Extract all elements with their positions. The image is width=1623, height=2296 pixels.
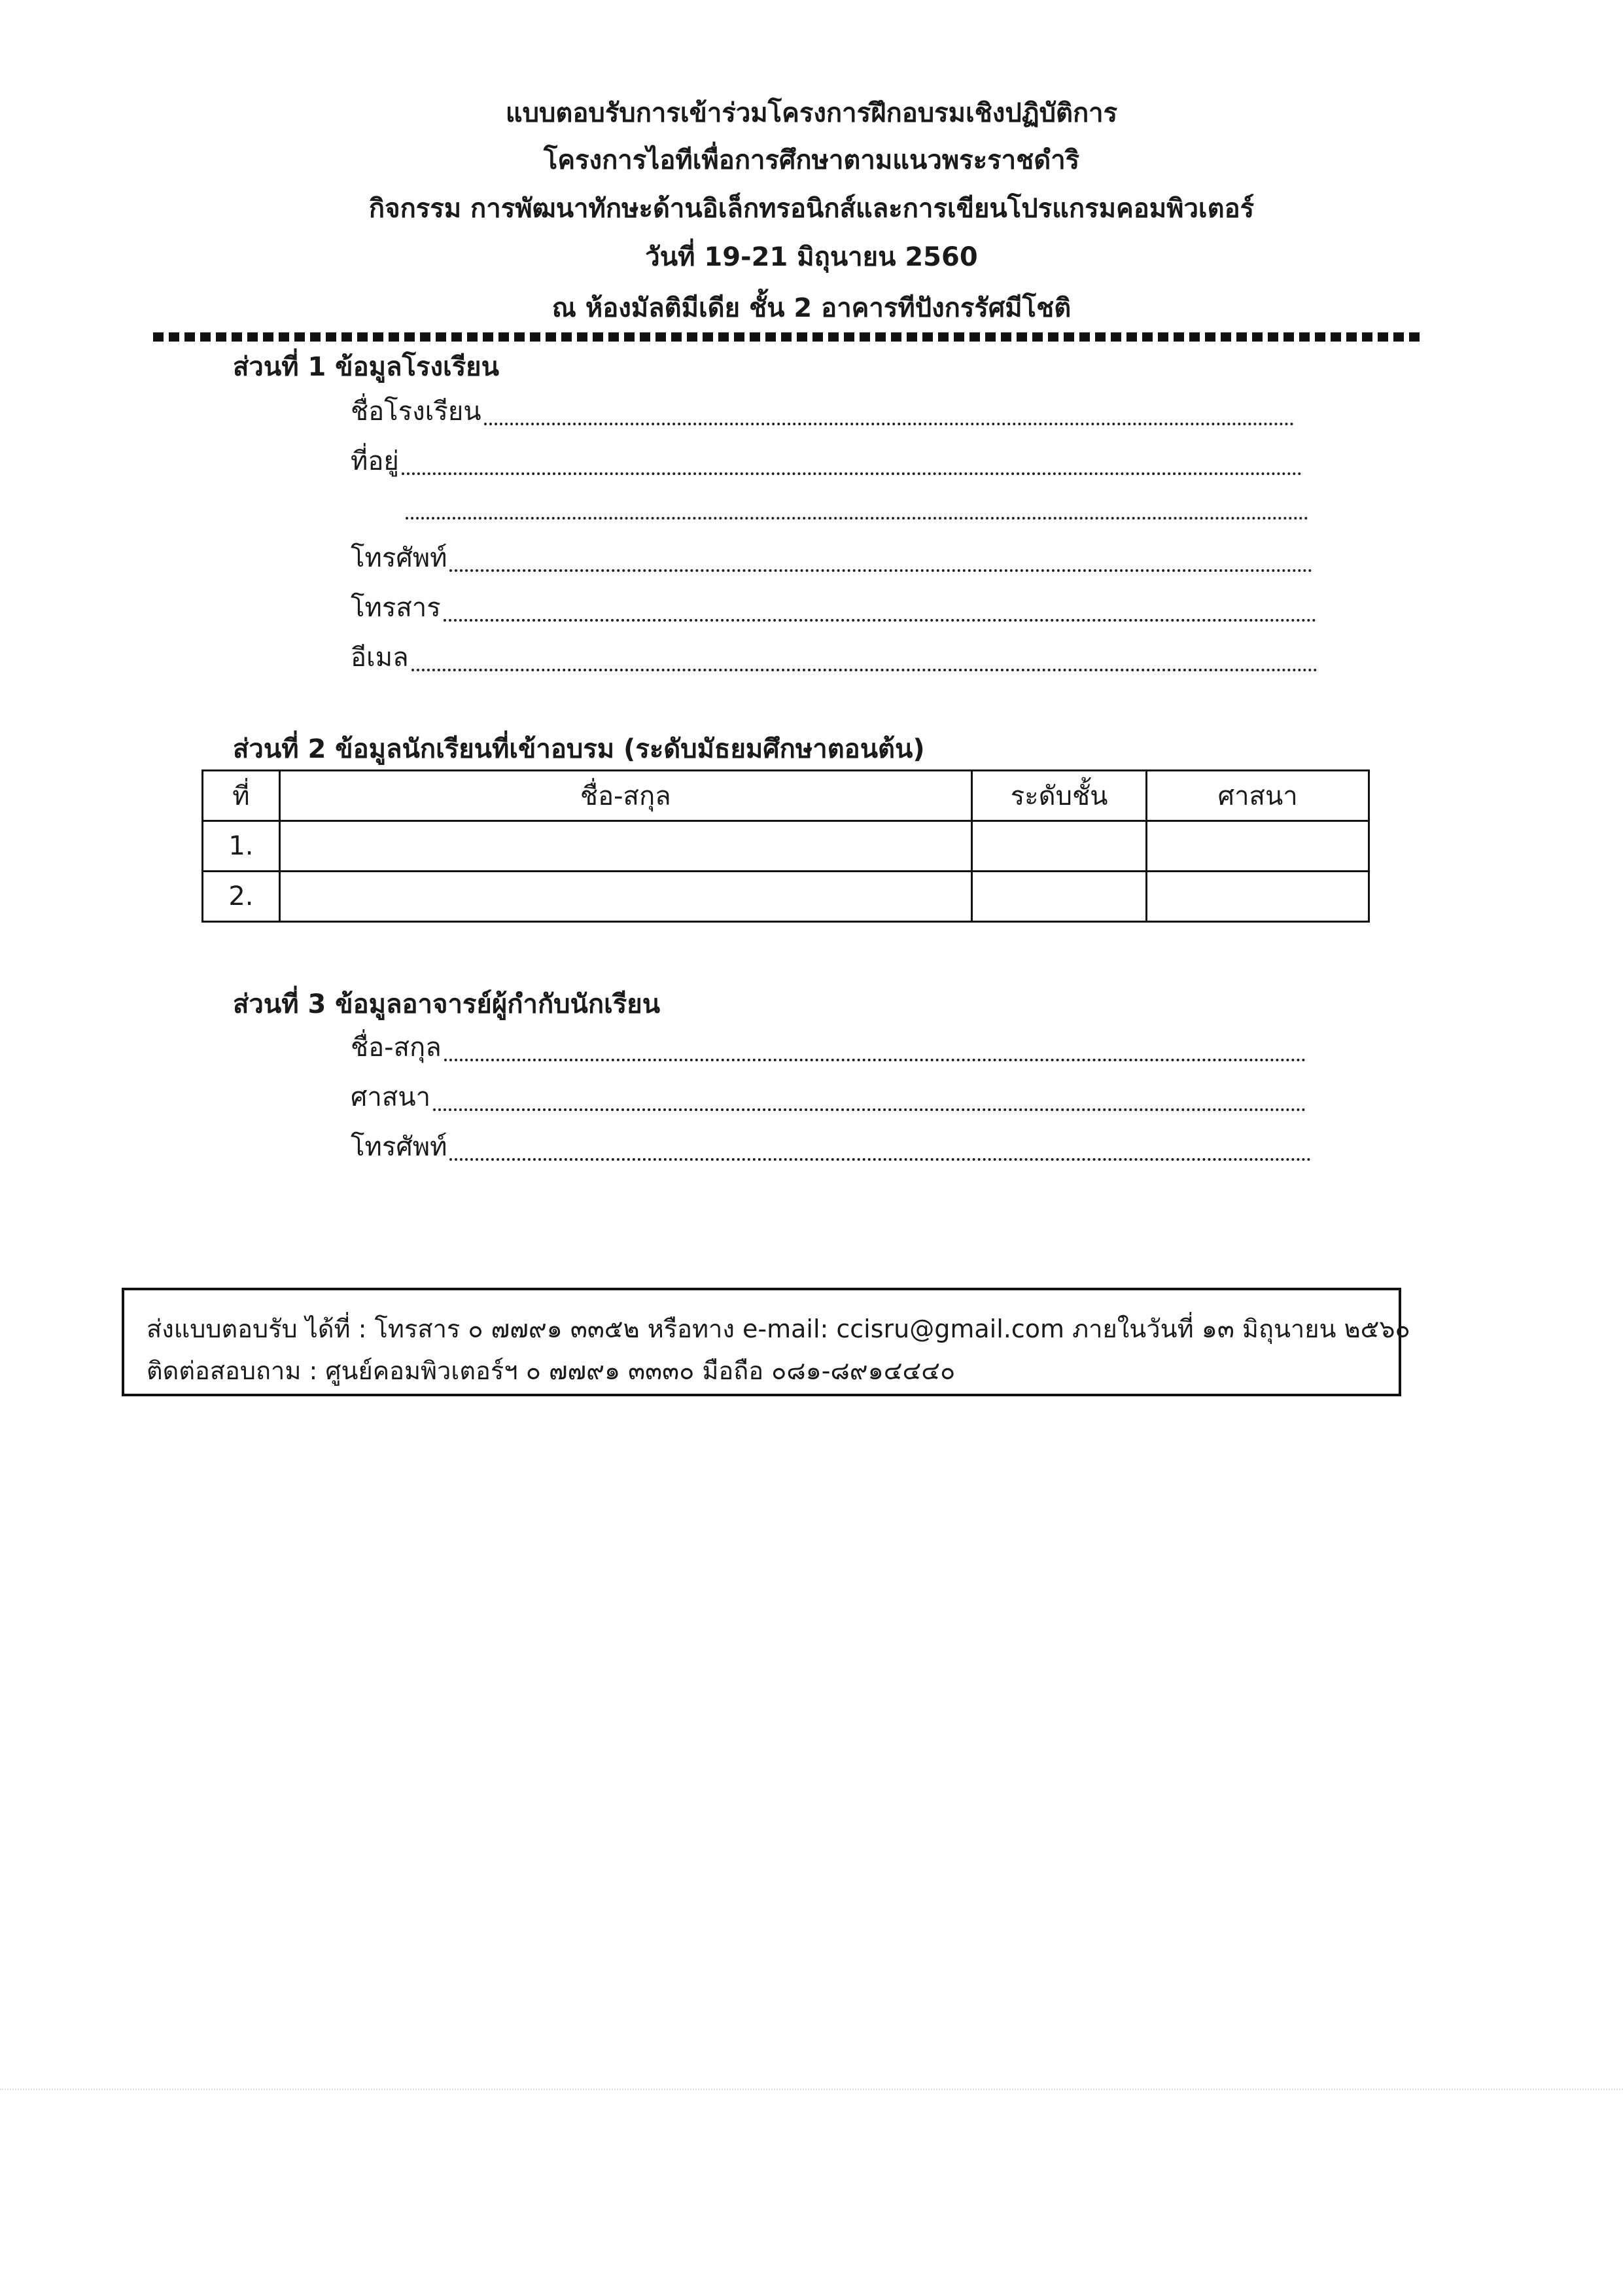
- section1-title: ส่วนที่ 1 ข้อมูลโรงเรียน: [233, 352, 499, 382]
- scan-artifact-line: [0, 2089, 1623, 2090]
- student-name-cell[interactable]: [279, 872, 971, 922]
- col-header-no: ที่: [203, 771, 280, 821]
- row-number: 2.: [203, 872, 280, 922]
- school-name-label: ชื่อโรงเรียน: [351, 397, 481, 427]
- contact-info: ติดต่อสอบถาม : ศูนย์คอมพิวเตอร์ฯ ๐ ๗๗๙๑ ๓๓๓๐ มือถือ ๐๘๑-๘๙๑๔๔๔๐: [147, 1356, 956, 1385]
- phone-label: โทรศัพท์: [351, 543, 447, 573]
- teacher-phone-field[interactable]: [351, 1131, 1311, 1167]
- teacher-name-field[interactable]: [351, 1031, 1306, 1068]
- address-continuation-blank[interactable]: [406, 517, 1308, 520]
- col-header-religion: ศาสนา: [1147, 771, 1369, 821]
- email-label: อีเมล: [351, 643, 409, 673]
- table-header-row: [203, 771, 1369, 821]
- submission-info: ส่งแบบตอบรับ ได้ที่ : โทรสาร ๐ ๗๗๙๑ ๓๓๕๒ หรือทาง e-mail: ccisru@gmail.com ภายในวันที่ ๑๓ มิถุนายน ๒๕๖๐: [147, 1315, 1410, 1343]
- teacher-religion-field[interactable]: [351, 1081, 1306, 1118]
- teacher-phone-label: โทรศัพท์: [351, 1132, 447, 1162]
- school-name-field[interactable]: [351, 395, 1294, 432]
- row-number: 1.: [203, 821, 280, 872]
- student-name-cell[interactable]: [279, 821, 971, 872]
- fax-label: โทรสาร: [351, 593, 441, 623]
- student-religion-cell[interactable]: [1147, 872, 1369, 922]
- teacher-name-blank[interactable]: [444, 1059, 1306, 1061]
- email-field[interactable]: [351, 641, 1318, 678]
- student-grade-cell[interactable]: [971, 872, 1147, 922]
- form-title: แบบตอบรับการเข้าร่วมโครงการฝึกอบรมเชิงปฏิบัติการ: [505, 98, 1118, 128]
- dashed-divider: [153, 332, 1421, 342]
- col-header-grade: ระดับชั้น: [971, 771, 1147, 821]
- activity-name: กิจกรรม การพัฒนาทักษะด้านอิเล็กทรอนิกส์และการเขียนโปรแกรมคอมพิวเตอร์: [368, 194, 1255, 224]
- table-row: [203, 872, 1369, 922]
- student-religion-cell[interactable]: [1147, 821, 1369, 872]
- col-header-name: ชื่อ-สกุล: [279, 771, 971, 821]
- teacher-religion-blank[interactable]: [433, 1108, 1306, 1111]
- student-grade-cell[interactable]: [971, 821, 1147, 872]
- teacher-name-label: ชื่อ-สกุล: [351, 1033, 442, 1063]
- section2-title: ส่วนที่ 2 ข้อมูลนักเรียนที่เข้าอบรม (ระดับมัธยมศึกษาตอนต้น): [233, 734, 925, 764]
- event-date: วันที่ 19-21 มิถุนายน 2560: [645, 242, 978, 272]
- address-blank[interactable]: [402, 472, 1302, 475]
- contact-box: [122, 1288, 1410, 1396]
- table-row: [203, 821, 1369, 872]
- school-name-blank[interactable]: [484, 423, 1294, 425]
- phone-field[interactable]: [351, 542, 1312, 578]
- address-label: ที่อยู่: [351, 446, 399, 476]
- project-name: โครงการไอทีเพื่อการศึกษาตามแนวพระราชดำริ: [543, 145, 1080, 175]
- student-table: [201, 769, 1370, 923]
- teacher-religion-label: ศาสนา: [351, 1082, 431, 1112]
- fax-blank[interactable]: [444, 619, 1316, 622]
- teacher-phone-blank[interactable]: [449, 1158, 1311, 1161]
- fax-field[interactable]: [351, 592, 1316, 628]
- event-venue: ณ ห้องมัลติมีเดีย ชั้น 2 อาคารทีปังกรรัศมีโชติ: [551, 293, 1072, 323]
- section3-title: ส่วนที่ 3 ข้อมูลอาจารย์ผู้กำกับนักเรียน: [233, 989, 661, 1019]
- phone-blank[interactable]: [449, 569, 1312, 572]
- email-blank[interactable]: [411, 669, 1318, 671]
- address-field[interactable]: [351, 445, 1302, 482]
